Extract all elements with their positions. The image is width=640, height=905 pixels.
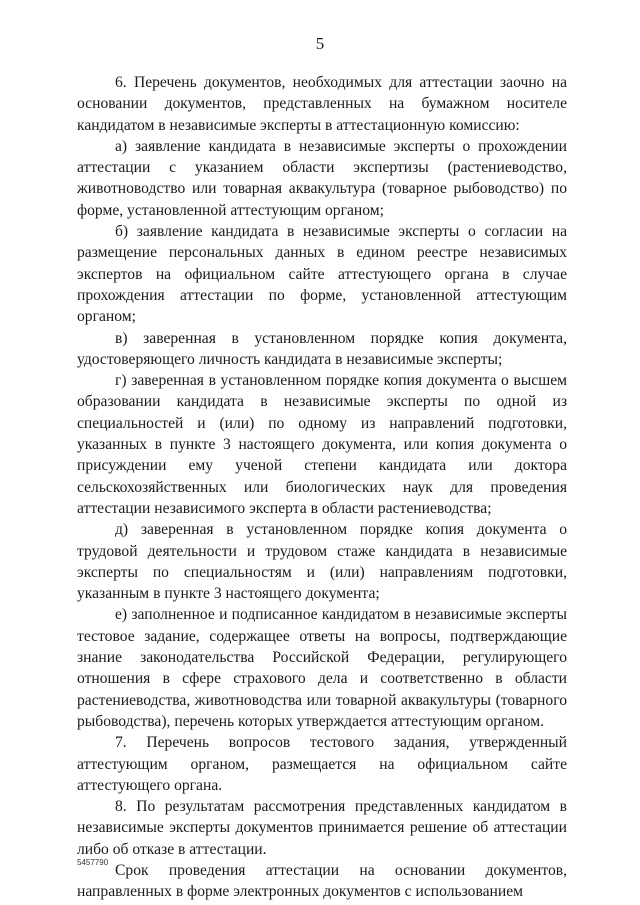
paragraph-subitem-v: в) заверенная в установленном порядке копия документа, удостоверяющего личность кандидата в независимые эксперты;	[77, 329, 567, 368]
paragraph-subitem-b: б) заявление кандидата в независимые эксперты о согласии на размещение персональных данных в едином реестре независимых экспертов на официальном сайте аттестующего органа в случае прохождения аттестации по форме, установленной аттестующим органом;	[77, 223, 567, 326]
paragraph-item-8: 8. По результатам рассмотрения представленных кандидатом в независимые эксперты документов принимается решение об аттестации либо об отказе в аттестации.	[77, 798, 567, 858]
paragraph-item-6: 6. Перечень документов, необходимых для аттестации заочно на основании документов, представленных на бумажном носителе кандидатом в независимые эксперты в аттестационную комиссию:	[77, 74, 567, 134]
paragraph-subitem-a: а) заявление кандидата в независимые эксперты о прохождении аттестации с указанием области экспертизы (растениеводство, животноводство или товарная аквакультура (товарное рыбоводство) по форме, установленной аттестующим органом;	[77, 137, 567, 219]
paragraph-item-7: 7. Перечень вопросов тестового задания, утвержденный аттестующим органом, размещается на официальном сайте аттестующего органа.	[77, 734, 567, 794]
paragraph-subitem-g: г) заверенная в установленном порядке копия документа о высшем образовании кандидата в независимые эксперты по одной из специальностей и (или) по одному из направлений подготовки, указанных в пункте 3 настоящего документа, или копия документа о присуждении ему ученой степени кандидата или доктора сельскохозяйственных или биологических наук для проведения аттестации независимого эксперта в области растениеводства;	[77, 372, 567, 517]
paragraph-subitem-d: д) заверенная в установленном порядке копия документа о трудовой деятельности и трудовом стаже кандидата в независимые эксперты по специальностям и (или) направлениям подготовки, указанным в пункте 3 настоящего документа;	[77, 521, 567, 603]
document-body	[77, 72, 567, 903]
document-code: 5457790	[77, 858, 109, 867]
paragraph-subitem-e: е) заполненное и подписанное кандидатом в независимые эксперты тестовое задание, содержащее ответы на вопросы, подтверждающие знание законодательства Российской Федерации, регулирующего отношения в сфере страхового дела и соответственно в области растениеводства, животноводства или товарной аквакультуры (товарного рыбоводства), перечень которых утверждается аттестующим органом.	[77, 606, 567, 730]
page-number: 5	[315, 34, 325, 53]
paragraph-term: Срок проведения аттестации на основании документов, направленных в форме электронных документов с использованием	[77, 861, 567, 901]
